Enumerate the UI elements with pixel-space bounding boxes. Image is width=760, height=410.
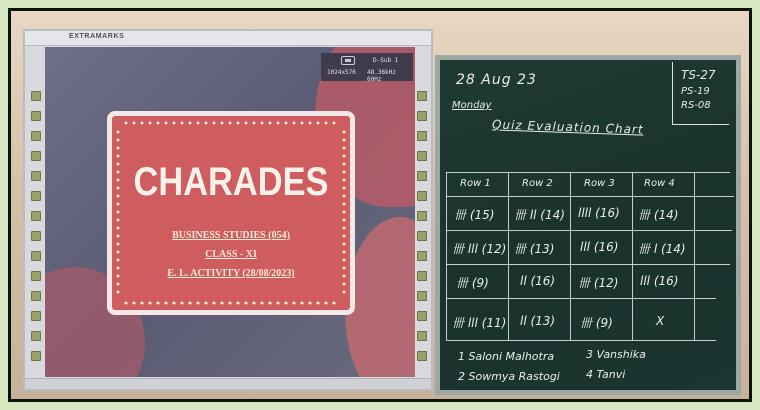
table-rule bbox=[508, 172, 509, 340]
slide-card bbox=[107, 111, 355, 315]
name-entry: 4 Tanvi bbox=[586, 368, 626, 381]
marquee-lights bbox=[122, 301, 340, 305]
table-rule bbox=[446, 340, 716, 341]
select-tool-icon[interactable] bbox=[417, 171, 427, 181]
table-cell: ll (13) bbox=[520, 314, 556, 328]
evaluation-table bbox=[446, 172, 736, 342]
table-rule bbox=[446, 230, 732, 231]
smartboard-bottom-bezel bbox=[25, 378, 431, 389]
redo-tool-icon[interactable] bbox=[417, 211, 427, 221]
settings-tool-icon[interactable] bbox=[31, 351, 41, 361]
undo-tool-icon[interactable] bbox=[31, 191, 41, 201]
redo-tool-icon[interactable] bbox=[31, 211, 41, 221]
slide-activity: E. L. ACTIVITY (28/08/2023) bbox=[167, 268, 295, 279]
settings-tool-icon[interactable] bbox=[417, 351, 427, 361]
frequency-readout: 48.36kHz 60Hz bbox=[367, 69, 396, 83]
color-tool-icon[interactable] bbox=[417, 291, 427, 301]
undo-tool-icon[interactable] bbox=[417, 191, 427, 201]
display-screen bbox=[45, 47, 415, 377]
chalk-day: Monday bbox=[452, 100, 492, 111]
slide-subject: BUSINESS STUDIES (054) bbox=[172, 230, 290, 241]
table-rule bbox=[446, 172, 447, 340]
score-box bbox=[672, 62, 729, 125]
eraser-tool-icon[interactable] bbox=[31, 111, 41, 121]
table-cell: llll (16) bbox=[578, 206, 620, 220]
table-rule bbox=[632, 172, 633, 340]
table-rule bbox=[446, 264, 730, 265]
page-tool-icon[interactable] bbox=[31, 311, 41, 321]
slide-class: CLASS - XI bbox=[205, 249, 257, 260]
table-cell: 卌 lll (12) bbox=[452, 242, 507, 256]
eraser-tool-icon[interactable] bbox=[417, 111, 427, 121]
slide-title: CHARADES bbox=[133, 160, 329, 204]
table-rule bbox=[446, 298, 716, 299]
right-tool-strip bbox=[417, 91, 427, 361]
photo-border bbox=[8, 8, 752, 402]
chalk-date: 28 Aug 23 bbox=[456, 72, 537, 88]
table-rule bbox=[570, 172, 571, 340]
menu-tool-icon[interactable] bbox=[417, 251, 427, 261]
chart-title: Quiz Evaluation Chart bbox=[491, 117, 644, 137]
zoom-tool-icon[interactable] bbox=[417, 231, 427, 241]
table-rule bbox=[446, 196, 734, 197]
camera-tool-icon[interactable] bbox=[417, 331, 427, 341]
table-cell: 卌 (15) bbox=[454, 208, 495, 222]
left-tool-strip bbox=[31, 91, 41, 361]
score-ps: PS-19 bbox=[681, 86, 710, 97]
score-ts: TS-27 bbox=[681, 68, 716, 82]
table-rule bbox=[446, 172, 730, 173]
resolution-readout: 1024x576 bbox=[327, 69, 356, 76]
display-info-overlay bbox=[321, 53, 413, 81]
chalkboard bbox=[440, 60, 736, 390]
close-tool-icon[interactable] bbox=[31, 271, 41, 281]
select-tool-icon[interactable] bbox=[31, 171, 41, 181]
name-entry: 1 Saloni Malhotra bbox=[458, 350, 555, 363]
table-cell: 卌 (13) bbox=[514, 242, 555, 256]
score-rs: RS-08 bbox=[681, 100, 711, 111]
shape-tool-icon[interactable] bbox=[31, 131, 41, 141]
table-cell: 卌 (9) bbox=[580, 316, 613, 330]
text-tool-icon[interactable] bbox=[417, 151, 427, 161]
name-entry: 3 Vanshika bbox=[586, 348, 646, 361]
table-cell: 卌 ll (14) bbox=[514, 208, 565, 222]
monitor-icon bbox=[341, 56, 355, 65]
header-row-3: Row 3 bbox=[584, 178, 615, 189]
table-rule bbox=[694, 172, 695, 340]
table-cell: 卌 (12) bbox=[578, 276, 619, 290]
header-row-4: Row 4 bbox=[644, 178, 675, 189]
menu-tool-icon[interactable] bbox=[31, 251, 41, 261]
zoom-tool-icon[interactable] bbox=[31, 231, 41, 241]
table-cell: ll (16) bbox=[520, 274, 556, 288]
table-cell: X bbox=[656, 314, 665, 328]
decor-blob bbox=[345, 217, 415, 377]
page-tool-icon[interactable] bbox=[417, 311, 427, 321]
text-tool-icon[interactable] bbox=[31, 151, 41, 161]
chalkboard-frame bbox=[435, 55, 741, 395]
winner-names bbox=[454, 346, 734, 390]
marquee-lights bbox=[122, 121, 340, 125]
table-cell: 卌 l (14) bbox=[638, 242, 686, 256]
smartboard-top-bezel bbox=[25, 31, 431, 46]
camera-tool-icon[interactable] bbox=[31, 331, 41, 341]
header-row-2: Row 2 bbox=[522, 178, 553, 189]
header-row-1: Row 1 bbox=[460, 178, 491, 189]
pen-tool-icon[interactable] bbox=[417, 91, 427, 101]
input-source: D-Sub 1 bbox=[373, 57, 399, 64]
color-tool-icon[interactable] bbox=[31, 291, 41, 301]
table-cell: 卌 (14) bbox=[638, 208, 679, 222]
name-entry: 2 Sowmya Rastogi bbox=[458, 370, 560, 383]
close-tool-icon[interactable] bbox=[417, 271, 427, 281]
table-cell: lll (16) bbox=[580, 240, 619, 254]
smartboard bbox=[23, 29, 433, 391]
shape-tool-icon[interactable] bbox=[417, 131, 427, 141]
table-cell: lll (16) bbox=[640, 274, 679, 288]
pen-tool-icon[interactable] bbox=[31, 91, 41, 101]
brand-label: EXTRAMARKS bbox=[69, 33, 125, 40]
table-cell: 卌 lll (11) bbox=[452, 316, 507, 330]
table-cell: 卌 (9) bbox=[456, 276, 489, 290]
